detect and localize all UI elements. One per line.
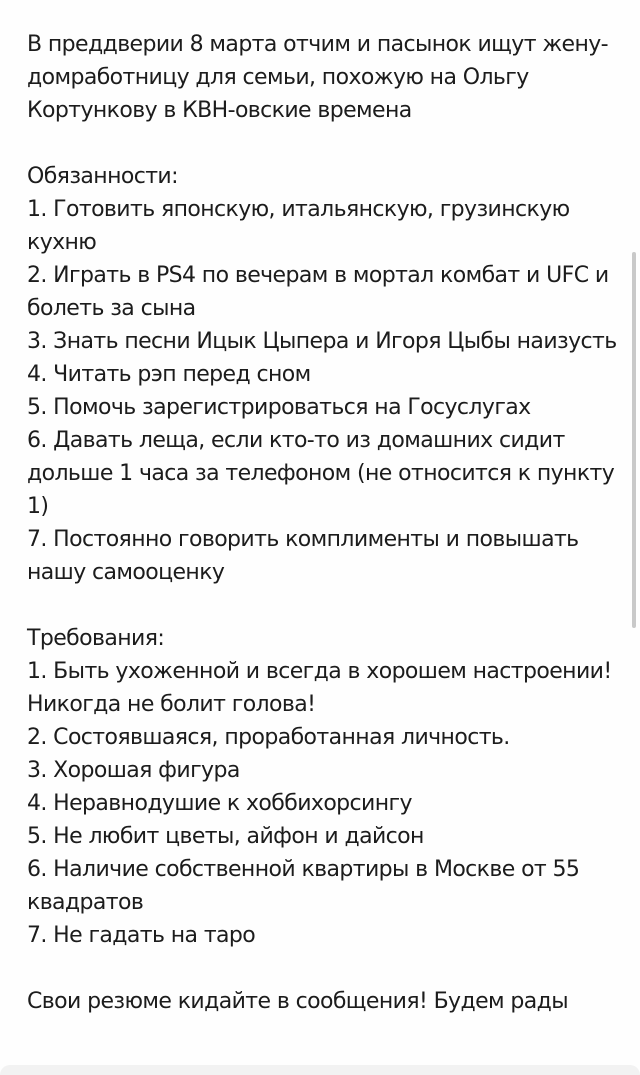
requirement-item: 1. Быть ухоженной и всегда в хорошем настроении! Никогда не болит голова! [27, 659, 612, 717]
bottom-bar [0, 1065, 640, 1075]
duties-list [27, 193, 627, 589]
requirement-item: 3. Хорошая фигура [27, 758, 240, 783]
post-closing: Свои резюме кидайте в сообщения! Будем рады [27, 989, 569, 1014]
requirement-item: 4. Неравнодушие к хоббихорсингу [27, 791, 412, 816]
requirements-list [27, 655, 627, 952]
duty-item: 5. Помочь зарегистрироваться на Госуслугах [27, 395, 531, 420]
requirement-item: 7. Не гадать на таро [27, 923, 256, 948]
duty-item: 4. Читать рэп перед сном [27, 362, 311, 387]
duty-item: 3. Знать песни Ицык Цыпера и Игоря Цыбы наизусть [27, 329, 617, 354]
requirement-item: 5. Не любит цветы, айфон и дайсон [27, 824, 424, 849]
duty-item: 1. Готовить японскую, итальянскую, грузинскую кухню [27, 197, 570, 255]
post-intro: В преддверии 8 марта отчим и пасынок ищут жену-домработницу для семьи, похожую на Ольгу Кортункову в КВН-овские времена [27, 32, 609, 123]
requirement-item: 6. Наличие собственной квартиры в Москве от 55 квадратов [27, 857, 580, 915]
paragraph-gap [27, 127, 627, 160]
duty-item: 2. Играть в PS4 по вечерам в мортал комбат и UFC и болеть за сына [27, 263, 609, 321]
paragraph-gap [27, 589, 627, 622]
scrollbar-thumb[interactable] [632, 252, 636, 628]
requirements-heading: Требования: [27, 626, 165, 651]
duties-heading: Обязанности: [27, 164, 178, 189]
post-text [27, 28, 627, 1018]
duty-item: 7. Постоянно говорить комплименты и повышать нашу самооценку [27, 527, 579, 585]
paragraph-gap [27, 952, 627, 985]
requirement-item: 2. Состоявшаяся, проработанная личность. [27, 725, 510, 750]
duty-item: 6. Давать леща, если кто-то из домашних сидит дольше 1 часа за телефоном (не относится к пункту 1) [27, 428, 615, 519]
